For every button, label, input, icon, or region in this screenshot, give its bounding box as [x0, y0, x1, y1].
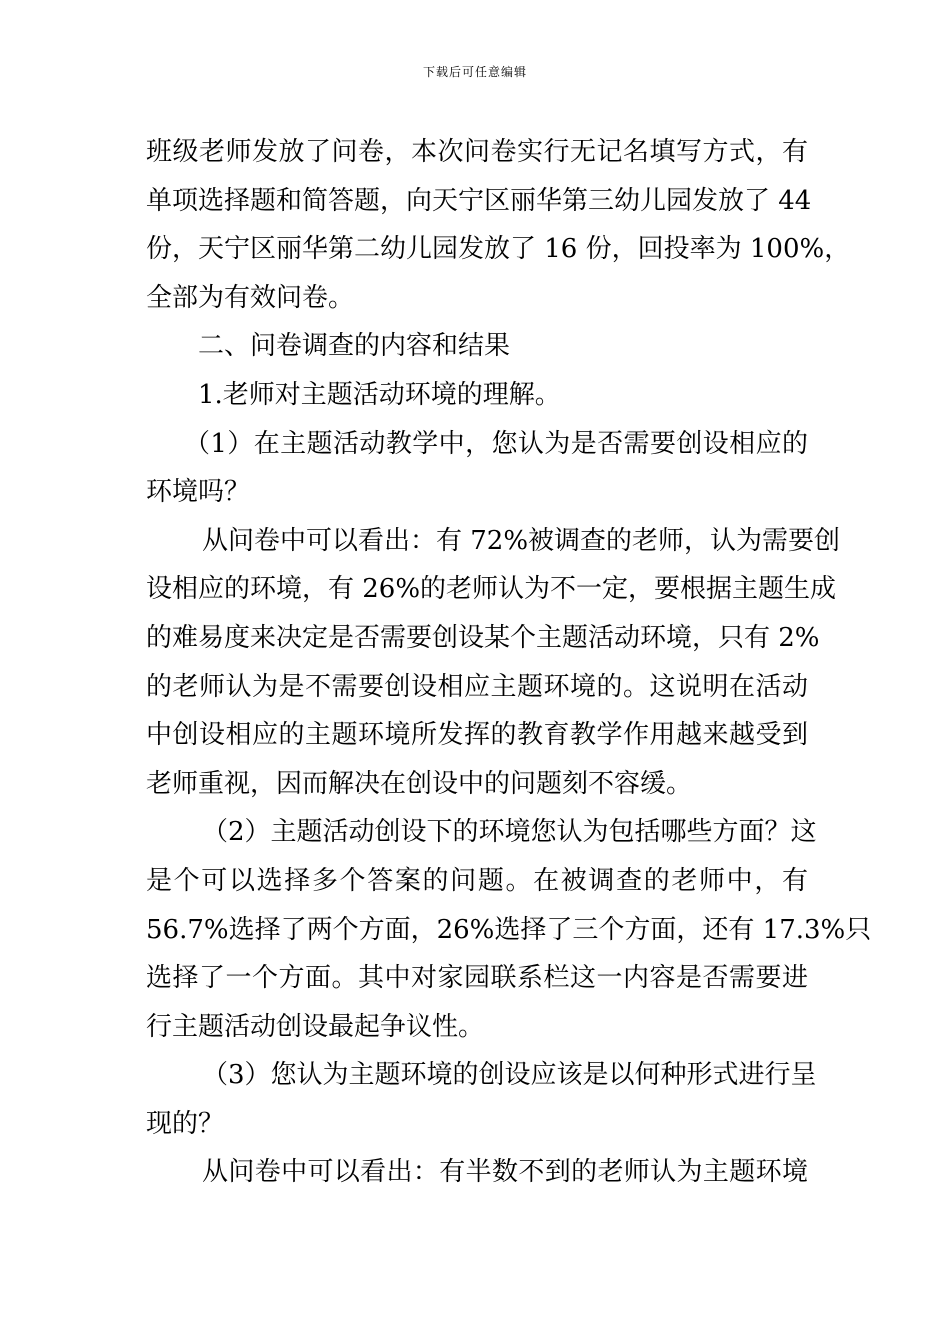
paragraph-line: 设相应的环境，有 26%的老师认为不一定，要根据主题生成 [146, 574, 837, 605]
subsection-heading: 1.老师对主题活动环境的理解。 [198, 379, 561, 410]
paragraph-line: 的难易度来决定是否需要创设某个主题活动环境，只有 2% [146, 622, 820, 653]
paragraph-line: 的老师认为是不需要创设相应主题环境的。这说明在活动 [146, 671, 808, 702]
section-heading: 二、问卷调查的内容和结果 [198, 331, 511, 362]
question-line: 环境吗？ [146, 477, 251, 508]
question-line: （2）主题活动创设下的环境您认为包括哪些方面？这 [202, 817, 817, 848]
question-line: 现的？ [146, 1108, 225, 1139]
paragraph-line: 行主题活动创设最起争议性。 [146, 1011, 485, 1042]
paragraph-line: 56.7%选择了两个方面，26%选择了三个方面，还有 17.3%只 [146, 914, 872, 945]
paragraph-line: 选择了一个方面。其中对家园联系栏这一内容是否需要进 [146, 963, 808, 994]
document-body [146, 128, 872, 1197]
paragraph-line: 从问卷中可以看出：有半数不到的老师认为主题环境 [202, 1157, 808, 1188]
paragraph-line: 从问卷中可以看出：有 72%被调查的老师，认为需要创 [202, 525, 841, 556]
paragraph-line: 是个可以选择多个答案的问题。在被调查的老师中，有 [146, 865, 808, 896]
paragraph-line: 份，天宁区丽华第二幼儿园发放了 16 份，回投率为 100%， [146, 234, 851, 265]
paragraph-line: 中创设相应的主题环境所发挥的教育教学作用越来越受到 [146, 720, 808, 751]
paragraph-line: 全部为有效问卷。 [146, 282, 355, 313]
question-line: （3）您认为主题环境的创设应该是以何种形式进行呈 [202, 1060, 817, 1091]
paragraph-line: 班级老师发放了问卷，本次问卷实行无记名填写方式，有 [146, 137, 808, 167]
page-header: 下载后可任意编辑 [422, 65, 527, 79]
paragraph-line: 老师重视，因而解决在创设中的问题刻不容缓。 [146, 768, 693, 799]
paragraph-line: 单项选择题和简答题，向天宁区丽华第三幼儿园发放了 44 [146, 185, 812, 216]
question-line: （1）在主题活动教学中，您认为是否需要创设相应的 [184, 428, 808, 459]
